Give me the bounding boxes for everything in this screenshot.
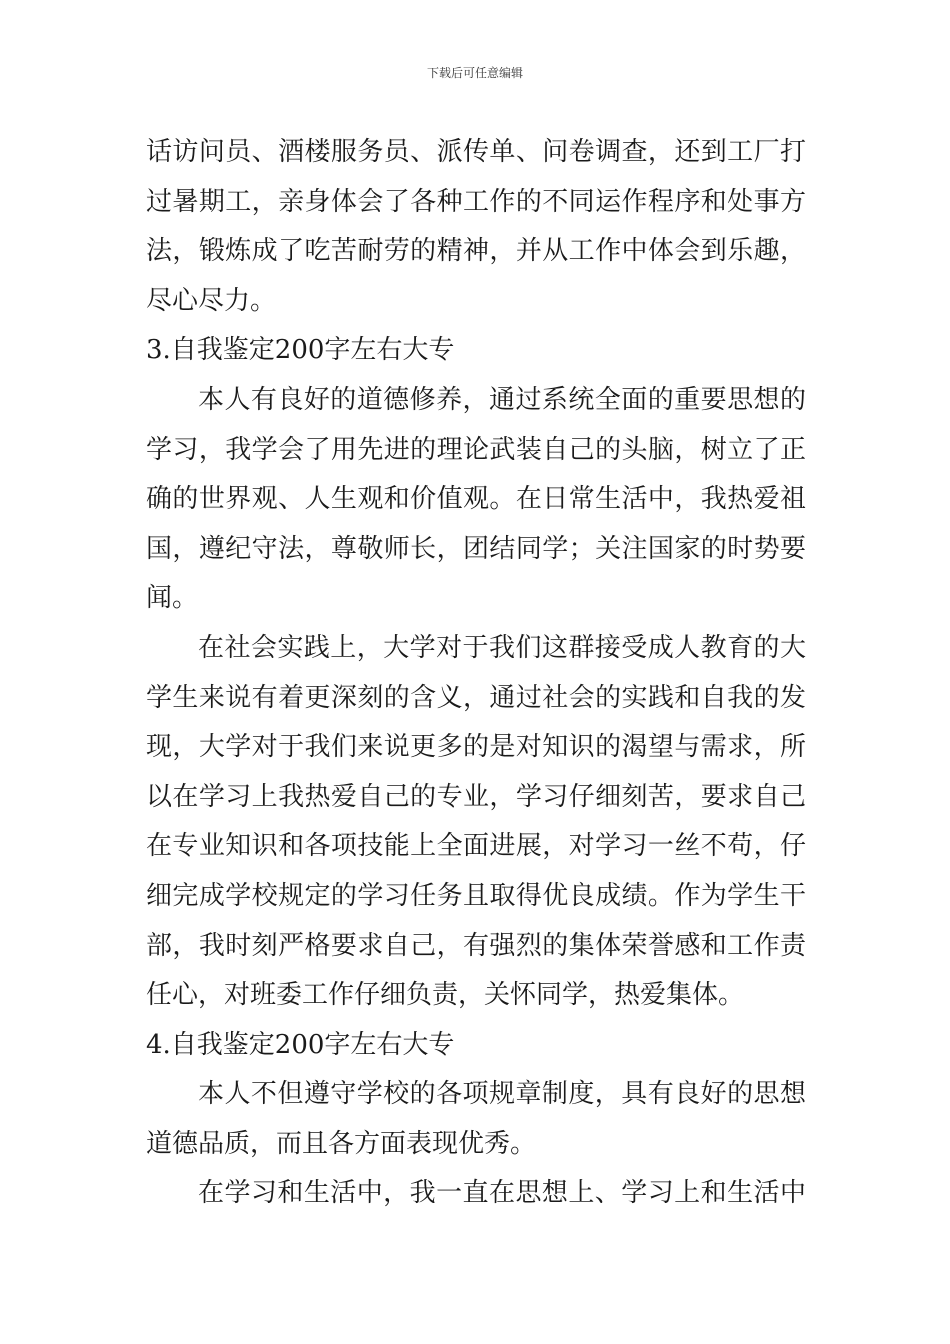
text-line: 本人不但遵守学校的各项规章制度，具有良好的思想 [198,1079,806,1110]
text-line: 过暑期工，亲身体会了各种工作的不同运作程序和处事方 [146,186,806,217]
text-line: 任心，对班委工作仔细负责，关怀同学，热爱集体。 [146,980,745,1011]
document-body [146,128,806,1219]
text-line: 法，锻炼成了吃苦耐劳的精神，并从工作中体会到乐趣， [146,236,806,267]
text-line: 以在学习上我热爱自己的专业，学习仔细刻苦，要求自己 [146,781,806,812]
text-line: 学习，我学会了用先进的理论武装自己的头脑，树立了正 [146,434,806,465]
text-line: 细完成学校规定的学习任务且取得优良成绩。作为学生干 [146,880,806,911]
text-line: 在专业知识和各项技能上全面进展，对学习一丝不苟，仔 [146,831,806,862]
text-line: 3.自我鉴定200字左右大专 [146,335,455,366]
text-line: 尽心尽力。 [146,285,277,316]
text-line: 道德品质，而且各方面表现优秀。 [146,1128,537,1159]
text-line: 在学习和生活中，我一直在思想上、学习上和生活中 [198,1178,806,1209]
text-line: 学生来说有着更深刻的含义，通过社会的实践和自我的发 [146,682,806,713]
text-line: 本人有良好的道德修养，通过系统全面的重要思想的 [198,384,806,415]
text-line: 话访问员、酒楼服务员、派传单、问卷调查，还到工厂打 [146,137,806,167]
text-line: 在社会实践上，大学对于我们这群接受成人教育的大 [198,632,806,663]
text-line: 确的世界观、人生观和价值观。在日常生活中，我热爱祖 [146,484,806,515]
text-line: 4.自我鉴定200字左右大专 [146,1029,455,1060]
page-header: 下载后可任意编辑 [426,66,523,80]
text-line: 部，我时刻严格要求自己，有强烈的集体荣誉感和工作责 [146,930,806,961]
text-line: 现，大学对于我们来说更多的是对知识的渴望与需求，所 [146,732,806,763]
text-line: 闻。 [146,583,199,614]
text-line: 国，遵纪守法，尊敬师长，团结同学；关注国家的时势要 [146,533,806,564]
